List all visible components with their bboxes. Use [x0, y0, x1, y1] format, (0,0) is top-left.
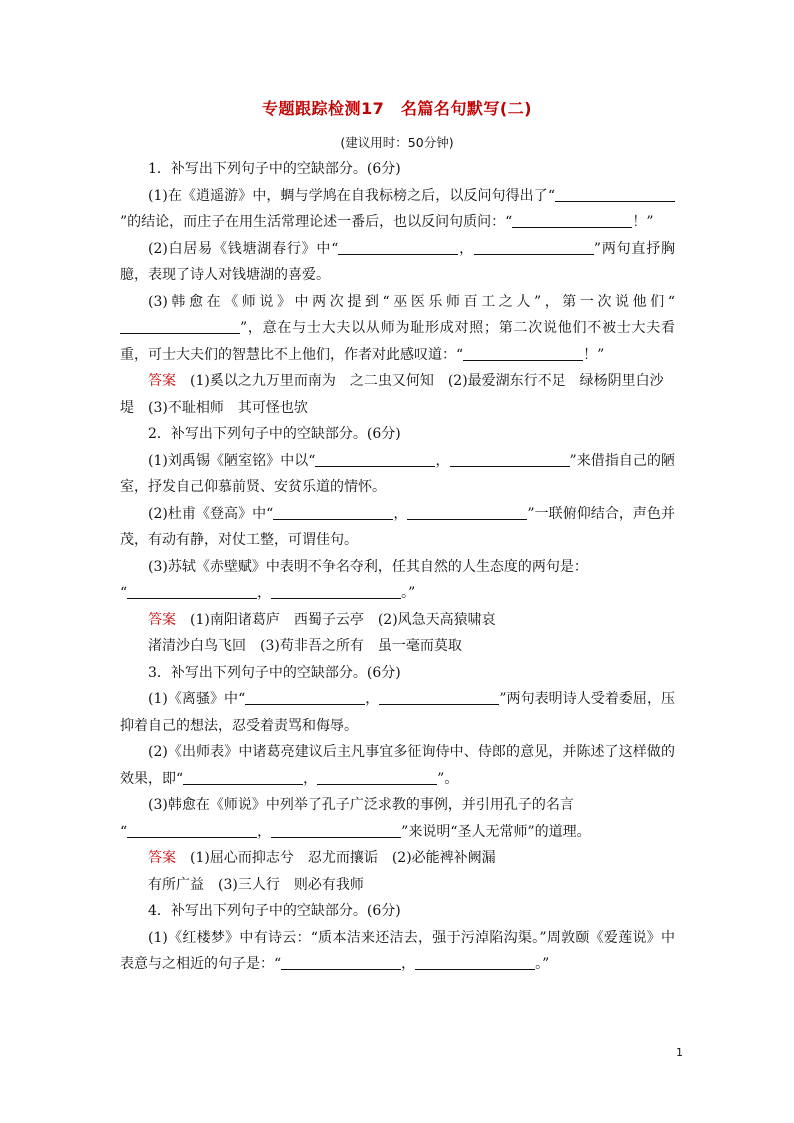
question-item: (1)刘禹锡《陋室铭》中以“ ， ”来借指自己的陋室，抒发自己仰慕前贤、安贫乐道的情怀。 [120, 452, 675, 495]
answer-line: 渚清沙白鸟飞回 (3)苟非吾之所有 虽一毫而莫取 [148, 638, 462, 654]
question-item: (1)在《逍遥游》中，蜩与学鸠在自我标榜之后，以反问句得出了“”的结论，而庄子在用生活常理论述一番后，也以反问句质问：“ ！” [120, 183, 675, 236]
answer-line: 答案 (1)屈心而抑志兮 忍尤而攘诟 (2)必能裨补阙漏 [148, 850, 496, 866]
answer-blank [338, 240, 458, 255]
answer-blank [120, 319, 240, 334]
answer-blank [474, 240, 594, 255]
question-stem: 2．补写出下列句子中的空缺部分。(6分) [148, 426, 401, 442]
answer-blank [555, 187, 675, 202]
question-stem: 4．补写出下列句子中的空缺部分。(6分) [148, 903, 401, 919]
answer-blank [415, 955, 535, 970]
question-item-cont: “ ， ”来说明“圣人无常师”的道理。 [120, 823, 591, 840]
answer-blank [127, 584, 257, 599]
question-item: (3)韩愈在《师说》中两次提到“巫医乐师百工之人”，第一次说他们“”，意在与士大夫以从师为耻形成对照；第二次说他们不被士大夫看重，可士大夫们的智慧比不上他们，作者对此感叹道：“ ！” [120, 293, 675, 363]
question-stem: 3．补写出下列句子中的空缺部分。(6分) [148, 664, 401, 681]
answer-blank [281, 955, 401, 970]
page-title: 专题跟踪检测17 名篇名句默写(二) [262, 99, 532, 118]
page-subtitle: (建议用时：50分钟) [340, 135, 454, 150]
question-item: (2)白居易《钱塘湖春行》中“ ， ”两句直抒胸臆，表现了诗人对钱塘湖的喜爱。 [120, 240, 675, 283]
answer-blank [317, 770, 437, 785]
document-body [120, 156, 675, 978]
question-item: (1)《离骚》中“ ， ”两句表明诗人受着委屈，压抑着自己的想法，忍受着责骂和侮辱。 [120, 691, 675, 734]
answer-blank [245, 690, 365, 705]
answer-blank [271, 584, 401, 599]
question-item: (2)《出师表》中诸葛亮建议后主凡事宜多征询侍中、侍郎的意见，并陈述了这样做的效果，即“ ， ”。 [120, 744, 675, 787]
question-item: (3)韩愈在《师说》中列举了孔子广泛求教的事例，并引用孔子的名言 [148, 797, 574, 813]
page-number: 1 [676, 1046, 683, 1059]
answer-blank [315, 452, 435, 467]
answer-blank [450, 452, 570, 467]
answer-blank [273, 505, 393, 520]
answer-label: 答案 [148, 850, 176, 866]
question-item: (1)《红楼梦》中有诗云：“质本洁来还洁去，强于污淖陷沟渠。”周敦颐《爱莲说》中表意与之相近的句子是：“ ， 。” [120, 929, 675, 972]
question-item-cont: “ ， 。” [120, 585, 416, 601]
answer-blank [379, 690, 499, 705]
answer-line: 答案 (1)奚以之九万里而南为 之二虫又何知 (2)最爱湖东行不足 绿杨阴里白沙 [148, 373, 664, 389]
answer-blank [512, 213, 632, 228]
answer-blank [183, 770, 303, 785]
question-stem: 1．补写出下列句子中的空缺部分。(6分) [148, 161, 401, 177]
question-item: (2)杜甫《登高》中“ ， ”一联俯仰结合，声色并茂，有动有静，对仗工整，可谓佳句。 [120, 505, 675, 548]
answer-blank [463, 346, 583, 361]
question-item: (3)苏轼《赤壁赋》中表明不争名夺利，任其自然的人生态度的两句是： [148, 558, 588, 575]
answer-line: 堤 (3)不耻相师 其可怪也欤 [120, 399, 308, 416]
answer-label: 答案 [148, 611, 176, 628]
answer-blank [407, 505, 527, 520]
answer-line: 答案 (1)南阳诸葛庐 西蜀子云亭 (2)风急天高猿啸哀 [148, 611, 496, 628]
answer-label: 答案 [148, 373, 176, 389]
answer-line: 有所广益 (3)三人行 则必有我师 [148, 876, 364, 893]
answer-blank [271, 823, 401, 838]
answer-blank [127, 823, 257, 838]
